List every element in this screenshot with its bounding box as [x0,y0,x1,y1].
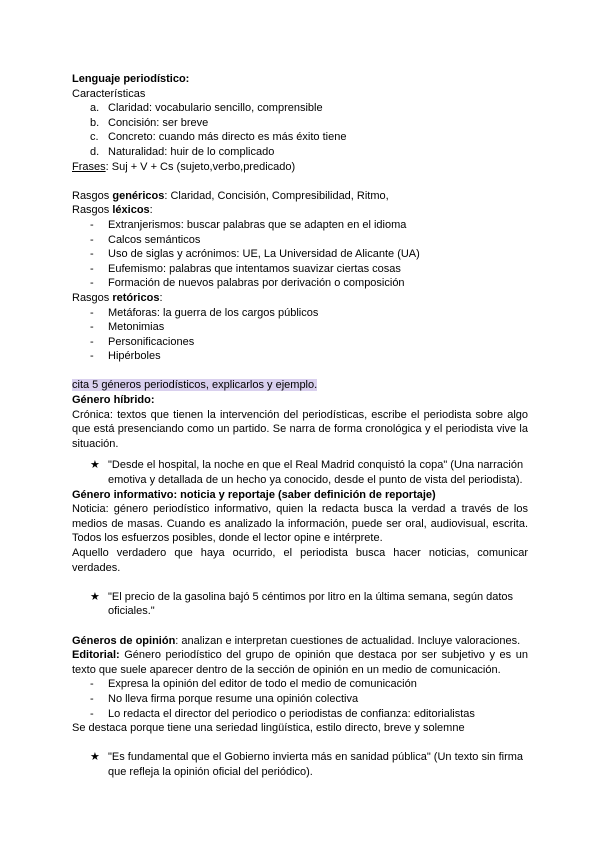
highlighted-prompt [72,378,528,393]
example-text: "Desde el hospital, la noche en que el Real Madrid conquistó la copa" (Una narración emotiva y detallada de un hecho ya conocido, desde el punto de vista del periodista). [108,459,524,487]
list-item-text: Lo redacta el director del periodico o periodistas de confianza: editorialistas [108,707,475,720]
list-item-text: No lleva firma porque resume una opinión colectiva [108,692,359,705]
colon: : [149,204,153,217]
retoricos-list [72,306,528,364]
list-item-text: Concisión: ser breve [108,116,209,129]
list-item-text: Claridad: vocabulario sencillo, comprensible [108,102,323,115]
list-item-text: Hipérboles [108,350,161,363]
list-item [72,116,528,131]
editorial-example-list [72,750,528,779]
frases-line [72,160,528,175]
document-page [72,72,528,780]
dash-marker: - [90,248,94,261]
star-icon: ★ [90,590,100,603]
list-marker: b. [90,116,100,129]
genero-informativo-title: Género informativo: noticia y reportaje (saber definición de reportaje) [72,488,436,501]
list-item [72,590,528,619]
list-item-text: Expresa la opinión del editor de todo el medio de comunicación [108,678,417,691]
noticia-paragraph: Noticia: género periodístico informativo, quien la redacta busca la verdad a través de los medios de masas. Cuando es analizado la información, puede ser oral, audiovisual, escrita. Todos los esfuerzos posibles, donde el lector opine e intérprete. [72,503,528,545]
rasgos-lexicos-line [72,203,528,218]
rasgos-genericos-label: genéricos [112,189,165,202]
list-item [72,320,528,335]
rasgos-genericos-line [72,189,528,204]
rasgos-prefix: Rasgos [72,189,113,202]
list-item-text: Personificaciones [108,335,195,348]
section-title-lenguaje: Lenguaje periodístico: [72,73,190,85]
list-item-text: Metonimias [108,321,165,334]
dash-marker: - [90,306,94,319]
list-item-text: Metáforas: la guerra de los cargos públicos [108,306,319,319]
generos-opinion-text: : analizan e interpretan cuestiones de actualidad. Incluye valoraciones. [175,634,521,647]
lexicos-list [72,218,528,291]
list-item [72,262,528,277]
colon: : [159,291,163,304]
noticia-example-list [72,590,528,619]
editorial-list [72,677,528,721]
dash-marker: - [90,692,94,705]
example-text: "El precio de la gasolina bajó 5 céntimos por litro en la última semana, según datos oficiales." [108,590,514,618]
rasgos-prefix: Rasgos [72,204,113,217]
dash-marker: - [90,277,94,290]
dash-marker: - [90,335,94,348]
list-marker: d. [90,145,100,158]
list-item [72,349,528,364]
rasgos-lexicos-label: léxicos [112,204,150,217]
rasgos-genericos-text: : Claridad, Concisión, Compresibilidad, Ritmo, [164,189,389,202]
rasgos-retoricos-line [72,291,528,306]
dash-marker: - [90,233,94,246]
example-text: "Es fundamental que el Gobierno invierta más en sanidad pública" (Un texto sin firma que refleja la opinión oficial del periódico). [108,751,524,778]
list-item [72,145,528,160]
dash-marker: - [90,707,94,720]
list-item-text: Formación de nuevos palabras por derivación o composición [108,277,405,290]
list-item [72,692,528,707]
star-icon: ★ [90,459,100,472]
rasgos-prefix: Rasgos [72,291,113,304]
dash-marker: - [90,218,94,231]
list-marker: c. [90,131,99,144]
aquello-paragraph: Aquello verdadero que haya ocurrido, el periodista busca hacer noticias, comunicar verdades. [72,547,528,574]
list-item-text: Calcos semánticos [108,233,201,246]
list-item [72,218,528,233]
editorial-label: Editorial: [72,649,120,662]
subtitle-caracteristicas: Características [72,87,146,100]
frases-text: : Suj + V + Cs (sujeto,verbo,predicado) [105,160,296,173]
list-item [72,130,528,145]
list-item [72,335,528,350]
list-item [72,233,528,248]
generos-opinion-label: Géneros de opinión [72,634,176,647]
highlight-text: cita 5 géneros periodísticos, explicarlos y ejemplo. [72,379,318,392]
list-item [72,677,528,692]
cronica-paragraph: Crónica: textos que tienen la intervención del periodísticas, escribe el periodista sobre algo que está presenciando como un partido. Se narra de forma cronológica y el periodista vive la situación. [72,408,528,450]
list-item [72,458,528,487]
cronica-example-list [72,458,528,487]
frases-label: Frases [72,160,106,173]
dash-marker: - [90,262,94,275]
generos-opinion-line [72,634,528,649]
caracteristicas-list [72,101,528,159]
list-item-text: Concreto: cuando más directo es más éxito tiene [108,131,347,144]
star-icon: ★ [90,751,100,764]
list-marker: a. [90,102,100,115]
editorial-paragraph [72,648,528,677]
list-item-text: Uso de siglas y acrónimos: UE, La Universidad de Alicante (UA) [108,248,420,261]
dash-marker: - [90,678,94,691]
dash-marker: - [90,321,94,334]
list-item [72,101,528,116]
genero-hibrido-title: Género híbrido: [72,394,155,407]
list-item [72,707,528,722]
list-item [72,306,528,321]
rasgos-retoricos-label: retóricos [112,291,160,304]
list-item [72,247,528,262]
editorial-text: Género periodístico del grupo de opinión que destaca por ser subjetivo y es un texto que suele aparecer dentro de la sección de opinión en un medio de comunicación. [72,649,528,676]
dash-marker: - [90,350,94,363]
list-item-text: Naturalidad: huir de lo complicado [108,145,275,158]
list-item-text: Eufemismo: palabras que intentamos suavizar ciertas cosas [108,262,401,275]
list-item [72,750,528,779]
list-item-text: Extranjerismos: buscar palabras que se adapten en el idioma [108,218,407,231]
destaca-line: Se destaca porque tiene una seriedad lingüística, estilo directo, breve y solemne [72,722,465,735]
list-item [72,276,528,291]
